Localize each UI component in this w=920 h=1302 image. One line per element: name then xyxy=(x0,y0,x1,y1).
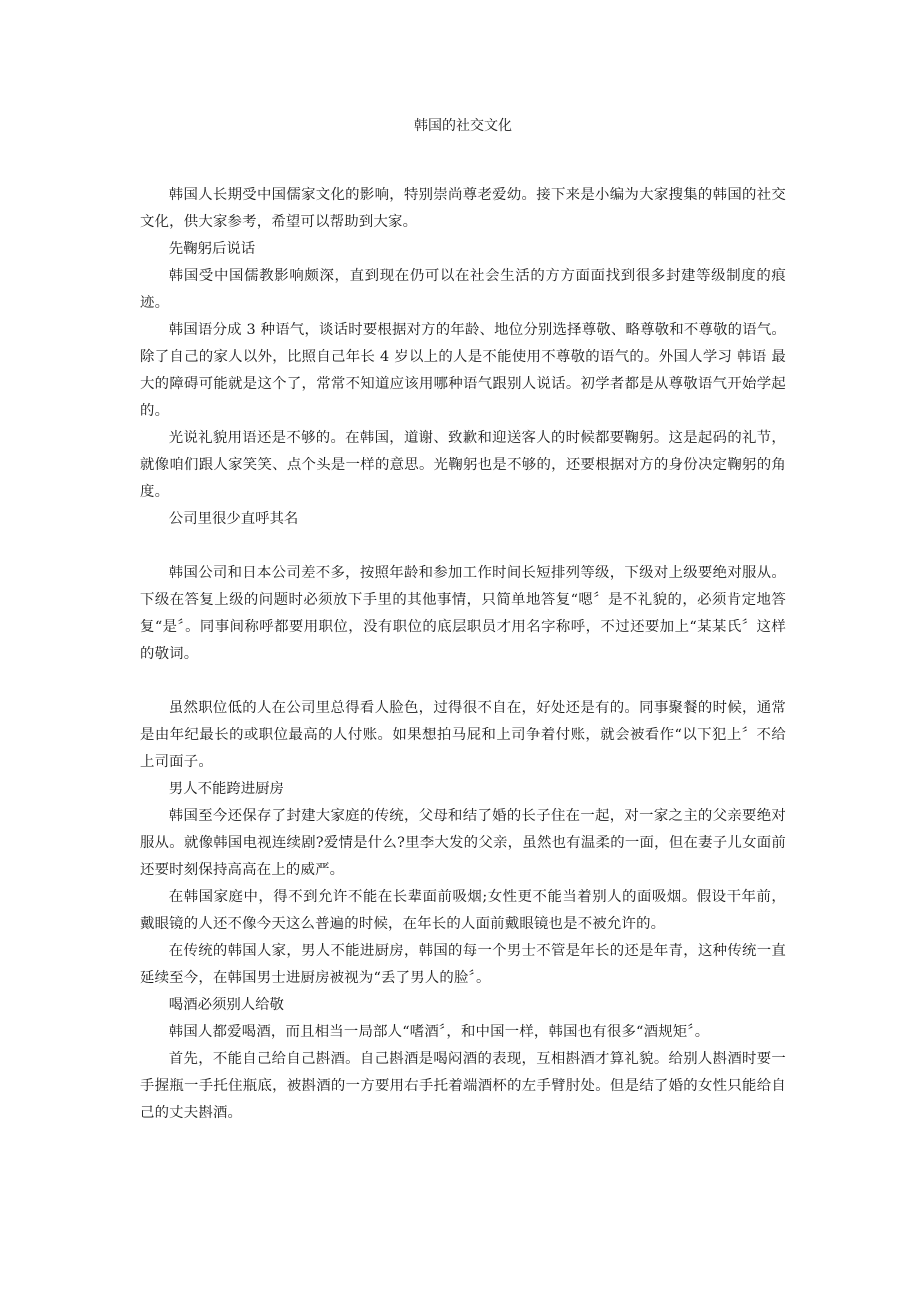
paragraph-company-hierarchy: 韩国公司和日本公司差不多，按照年龄和参加工作时间长短排列等级，下级对上级要绝对服从。下级在答复上级的问题时必须放下手里的其他事情，只简单地答复“嗯〞是不礼貌的，必须肯定地答复“是〞。同事间称呼都要用职位，没有职位的底层职员才用名字称呼，不过还要加上“某某氏〞这样的敬词。 xyxy=(140,565,786,662)
section-heading-kitchen: 男人不能跨进厨房 xyxy=(168,781,284,797)
paragraph-intro: 韩国人长期受中国儒家文化的影响，特别崇尚尊老爱幼。接下来是小编为大家搜集的韩国的社交文化，供大家参考，希望可以帮助到大家。 xyxy=(140,187,786,230)
paragraph-gap xyxy=(140,668,786,695)
paragraph-pouring: 首先，不能自己给自己斟酒。自己斟酒是喝闷酒的表现，互相斟酒才算礼貌。给别人斟酒时要一手握瓶一手托住瓶底，被斟酒的一方要用右手托着端酒杯的左手臂肘处。但是结了婚的女性只能给自己的丈夫斟酒。 xyxy=(140,1051,786,1121)
paragraph-family-tradition: 韩国至今还保存了封建大家庭的传统，父母和结了婚的长子住在一起，对一家之主的父亲要绝对服从。就像韩国电视连续剧?爱情是什么?里李大发的父亲，虽然也有温柔的一面，但在妻子儿女面前还要时刻保持高高在上的威严。 xyxy=(140,808,786,878)
document-body xyxy=(140,182,786,1127)
paragraph-kitchen: 在传统的韩国人家，男人不能进厨房，韩国的每一个男士不管是年长的还是年青，这种传统一直延续至今，在韩国男士进厨房被视为“丢了男人的脸〞。 xyxy=(140,943,786,986)
paragraph-bowing: 光说礼貌用语还是不够的。在韩国，道谢、致歉和迎送客人的时候都要鞠躬。这是起码的礼节，就像咱们跟人家笑笑、点个头是一样的意思。光鞠躬也是不够的，还要根据对方的身份决定鞠躬的角度。 xyxy=(140,430,786,500)
paragraph-gap xyxy=(140,533,786,560)
paragraph-confucian: 韩国受中国儒教影响颇深，直到现在仍可以在社会生活的方方面面找到很多封建等级制度的痕迹。 xyxy=(140,268,786,311)
section-heading-drinking: 喝酒必须别人给敬 xyxy=(168,997,284,1013)
section-heading-bow: 先鞠躬后说话 xyxy=(168,241,256,257)
section-heading-company: 公司里很少直呼其名 xyxy=(168,511,299,527)
paragraph-speech-levels: 韩国语分成 3 种语气，谈话时要根据对方的年龄、地位分别选择尊敬、略尊敬和不尊敬的语气。除了自己的家人以外，比照自己年长 4 岁以上的人是不能使用不尊敬的语气的。外国人学习 韩语 最大的障碍可能就是这个了，常常不知道应该用哪种语气跟别人说话。初学者都是从尊敬语气开始学起的。 xyxy=(140,322,786,419)
document-title: 韩国的社交文化 xyxy=(414,118,512,134)
paragraph-drinking: 韩国人都爱喝酒，而且相当一局部人“嗜酒〞，和中国一样，韩国也有很多“酒规矩〞。 xyxy=(168,1024,710,1040)
paragraph-company-dinner: 虽然职位低的人在公司里总得看人脸色，过得很不自在，好处还是有的。同事聚餐的时候，通常是由年纪最长的或职位最高的人付账。如果想拍马屁和上司争着付账，就会被看作“以下犯上〞不给上司面子。 xyxy=(140,700,786,770)
paragraph-smoking: 在韩国家庭中，得不到允许不能在长辈面前吸烟;女性更不能当着别人的面吸烟。假设干年前，戴眼镜的人还不像今天这么普遍的时候，在年长的人面前戴眼镜也是不被允许的。 xyxy=(140,889,786,932)
